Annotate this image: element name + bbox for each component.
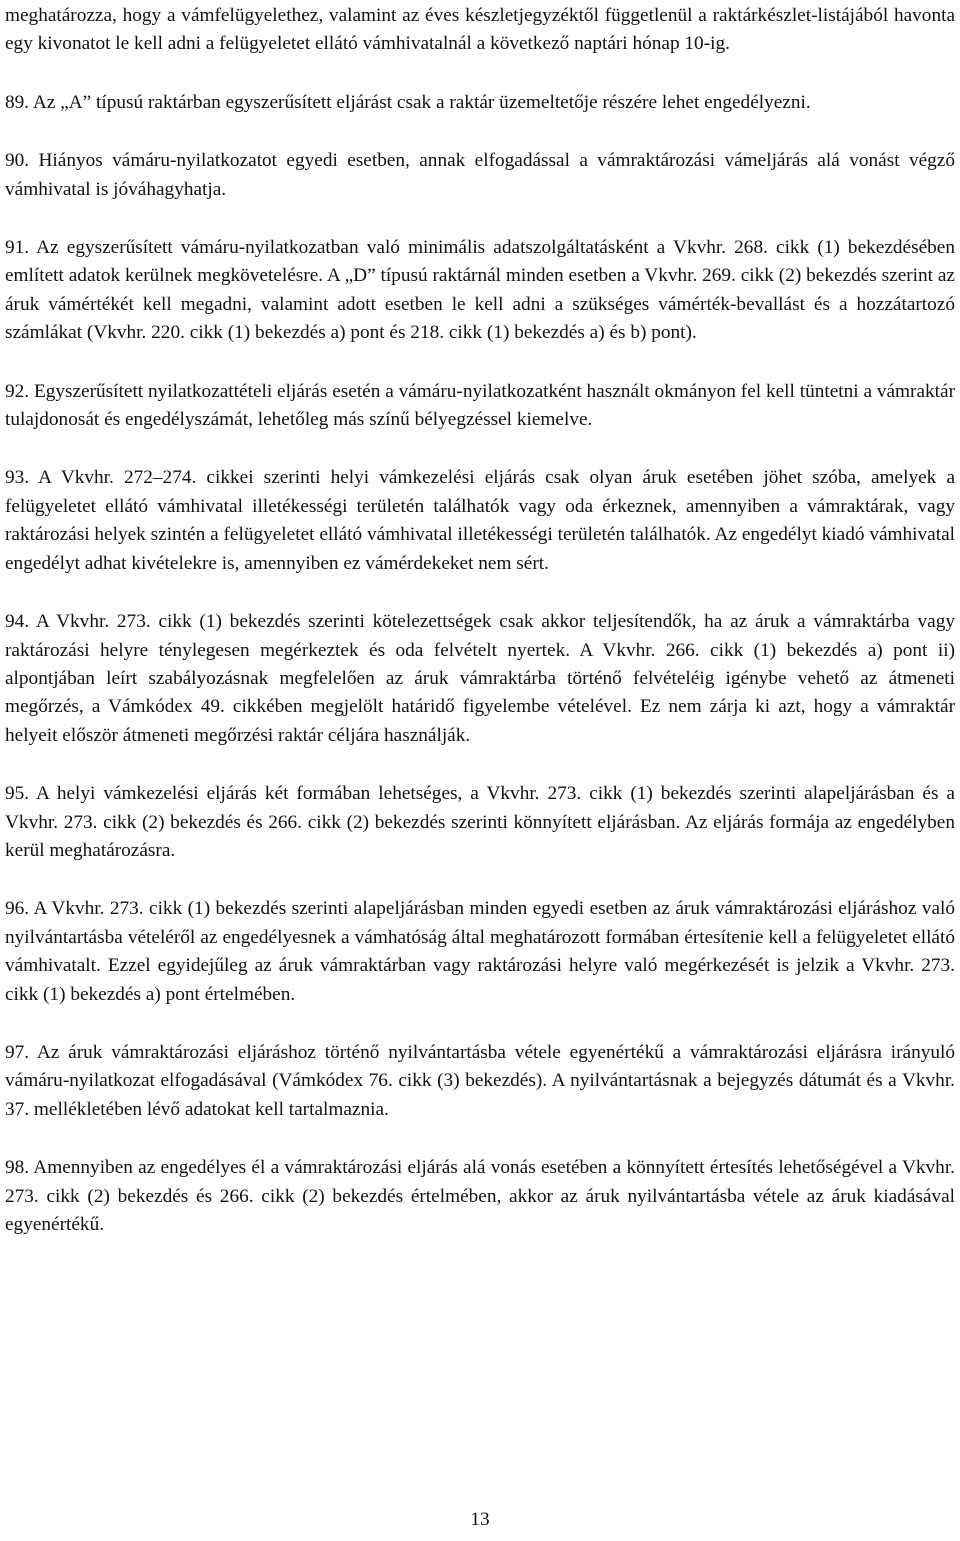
paragraph-89: 89. Az „A” típusú raktárban egyszerűsített eljárást csak a raktár üzemeltetője részére lehet engedélyezni. [5, 91, 811, 113]
document-page [5, 0, 955, 1239]
paragraph-98: 98. Amennyiben az engedélyes él a vámraktározási eljárás alá vonás esetében a könnyített értesítés lehetőségével a Vkvhr. 273. cikk (2) bekezdés és 266. cikk (2) bekezdés értelmében, akkor az áruk nyilvántartásba vétele az áruk kiadásával egyenértékű. [5, 1157, 955, 1235]
paragraph-continuation: meghatározza, hogy a vámfelügyelethez, valamint az éves készletjegyzéktől függetlenül a raktárkészlet-listájából havonta egy kivonatot le kell adni a felügyeletet ellátó vámhivatalnál a következő naptári hónap 10-ig. [5, 5, 955, 55]
paragraph-95: 95. A helyi vámkezelési eljárás két formában lehetséges, a Vkvhr. 273. cikk (1) bekezdés szerinti alapeljárásban és a Vkvhr. 273. cikk (2) bekezdés és 266. cikk (2) bekezdés szerinti könnyített eljárásban. Az eljárás formája az engedélyben kerül meghatározásra. [5, 783, 955, 861]
paragraph-93: 93. A Vkvhr. 272–274. cikkei szerinti helyi vámkezelési eljárás csak olyan áruk esetében jöhet szóba, amelyek a felügyeletet ellátó vámhivatal illetékességi területén találhatók vagy oda érkeznek, amennyiben a vámraktárak, vagy raktározási helyek szintén a felügyeletet ellátó vámhivatal illetékességi területén találhatók. Az engedélyt kiadó vámhivatal engedélyt adhat kivételekre is, amennyiben ez vámérdekeket nem sért. [5, 467, 955, 574]
paragraph-97: 97. Az áruk vámraktározási eljáráshoz történő nyilvántartásba vétele egyenértékű a vámraktározási eljárásra irányuló vámáru-nyilatkozat elfogadásával (Vámkódex 76. cikk (3) bekezdés). A nyilvántartásnak a bejegyzés dátumát és a Vkvhr. 37. mellékletében lévő adatokat kell tartalmaznia. [5, 1041, 955, 1120]
paragraph-90: 90. Hiányos vámáru-nyilatkozatot egyedi esetben, annak elfogadással a vámraktározási vámeljárás alá vonást végző vámhivatal is jóváhagyhatja. [5, 150, 955, 200]
page-number: 13 [470, 1509, 490, 1530]
paragraph-92: 92. Egyszerűsített nyilatkozattételi eljárás esetén a vámáru-nyilatkozatként használt okmányon fel kell tüntetni a vámraktár tulajdonosát és engedélyszámát, lehetőleg más színű bélyegzéssel kiemelve. [5, 380, 955, 431]
paragraph-94: 94. A Vkvhr. 273. cikk (1) bekezdés szerinti kötelezettségek csak akkor teljesítendők, ha az áruk a vámraktárba vagy raktározási helyre ténylegesen megérkeztek és oda felvételt nyertek. A Vkvhr. 266. cikk (1) bekezdés a) pont ii) alpontjában leírt szabályozásnak megfelelően az áruk vámraktárba történő felvételéig igénybe vehető az átmeneti megőrzés, a Vámkódex 49. cikkében megjelölt határidő figyelembe vételével. Ez nem zárja ki azt, hogy a vámraktár helyeit először átmeneti megőrzési raktár céljára használják. [5, 611, 955, 746]
paragraph-91: 91. Az egyszerűsített vámáru-nyilatkozatban való minimális adatszolgáltatásként a Vkvhr. 268. cikk (1) bekezdésében említett adatok kerülnek megkövetelésre. A „D” típusú raktárnál minden esetben a Vkvhr. 269. cikk (2) bekezdés szerint az áruk vámértékét kell megadni, valamint adott esetben le kell adni a szükséges vámérték-bevallást és a hozzátartozó számlákat (Vkvhr. 220. cikk (1) bekezdés a) pont és 218. cikk (1) bekezdés a) és b) pont). [5, 237, 955, 344]
paragraph-96: 96. A Vkvhr. 273. cikk (1) bekezdés szerinti alapeljárásban minden egyedi esetben az áruk vámraktározási eljáráshoz való nyilvántartásba vételéről az engedélyesnek a vámhatóság által meghatározott formában értesítenie kell a felügyeletet ellátó vámhivatalt. Ezzel egyidejűleg az áruk vámraktárban vagy raktározási helyre való megérkezését is jelzik a Vkvhr. 273. cikk (1) bekezdés a) pont értelmében. [5, 898, 955, 1005]
